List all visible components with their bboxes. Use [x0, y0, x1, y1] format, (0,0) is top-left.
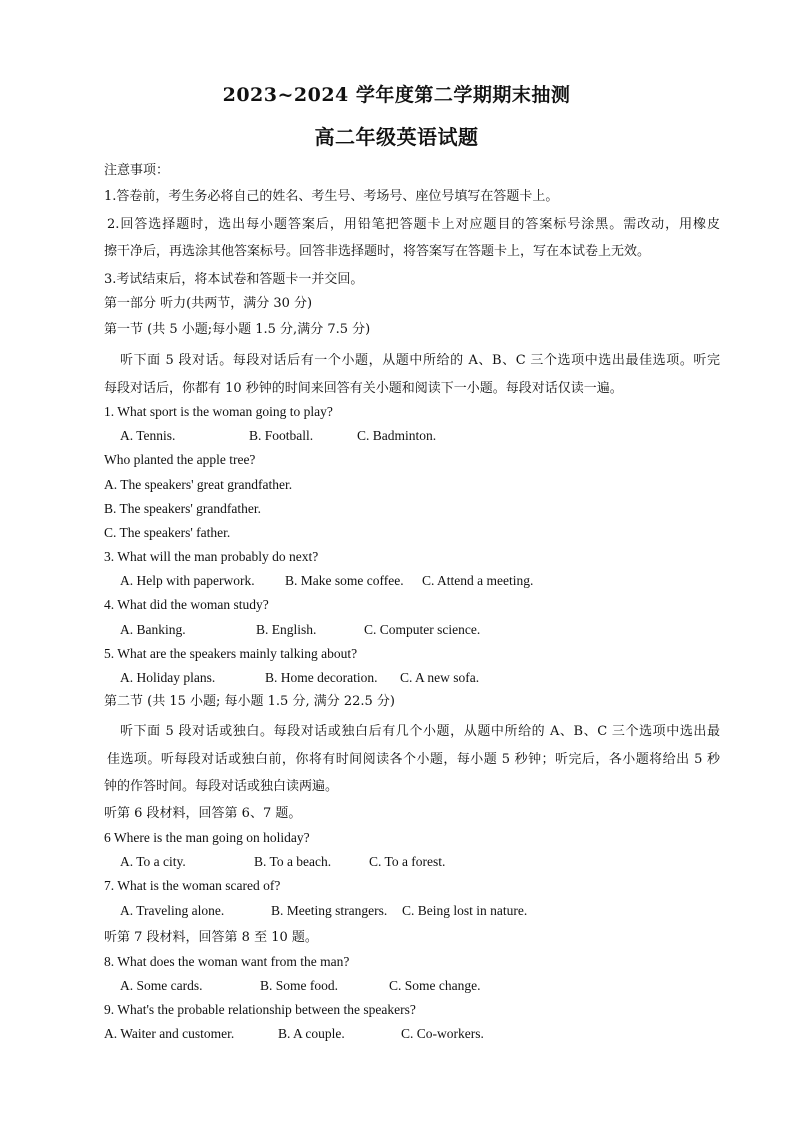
section1-instructions-line-1: 听下面 5 段对话。每段对话后有一个小题，从题中所给的 A、B、C 三个选项中选出最佳选项。听完 [120, 353, 720, 368]
notice-item-3: 3.考试结束后，将本试卷和答题卡一并交回。 [104, 272, 364, 287]
question-6-stem: 6 Where is the man going on holiday? [104, 830, 310, 845]
question-2-stem: Who planted the apple tree? [104, 452, 256, 467]
question-7-option-c: C. Being lost in nature. [402, 903, 528, 918]
question-4-option-a: A. Banking. [120, 622, 186, 637]
section2-heading: 第二节 (共 15 小题; 每小题 1.5 分, 满分 22.5 分) [104, 694, 396, 709]
question-1-option-b: B. Football. [249, 428, 314, 443]
section2-instructions-line-2: 佳选项。听每段对话或独白前，你将有时间阅读各个小题，每小题 5 秒钟；听完后，各小题将给出 5 秒 [107, 752, 720, 767]
question-6-option-b: B. To a beach. [254, 854, 332, 869]
question-4-stem: 4. What did the woman study? [104, 597, 269, 612]
question-9-option-a: A. Waiter and customer. [104, 1026, 235, 1041]
notice-item-1: 1.答卷前，考生务必将自己的姓名、考生号、考场号、座位号填写在答题卡上。 [104, 189, 559, 204]
question-7-stem: 7. What is the woman scared of? [104, 878, 281, 893]
question-5-option-c: C. A new sofa. [400, 670, 480, 685]
question-6-option-c: C. To a forest. [369, 854, 446, 869]
question-4-option-c: C. Computer science. [364, 622, 481, 637]
question-8-stem: 8. What does the woman want from the man? [104, 954, 350, 969]
question-3-option-a: A. Help with paperwork. [120, 573, 255, 588]
question-9-option-b: B. A couple. [278, 1026, 345, 1041]
question-3-stem: 3. What will the man probably do next? [104, 549, 319, 564]
question-5-option-a: A. Holiday plans. [120, 670, 216, 685]
exam-title: 2023~2024 学年度第二学期期末抽测 [222, 84, 571, 106]
question-8-option-a: A. Some cards. [120, 978, 203, 993]
question-9-stem: 9. What's the probable relationship between the speakers? [104, 1002, 416, 1017]
question-3-option-b: B. Make some coffee. [285, 573, 404, 588]
question-3-option-c: C. Attend a meeting. [422, 573, 534, 588]
section1-heading: 第一节 (共 5 小题;每小题 1.5 分,满分 7.5 分) [104, 322, 371, 337]
notice-item-2-line-1: 2.回答选择题时，选出每小题答案后，用铅笔把答题卡上对应题目的答案标号涂黑。需改动，用橡皮 [107, 217, 720, 232]
section1-instructions-line-2: 每段对话后，你都有 10 秒钟的时间来回答有关小题和阅读下一小题。每段对话仅读一遍。 [104, 381, 623, 396]
question-8-option-c: C. Some change. [389, 978, 481, 993]
question-4-option-b: B. English. [256, 622, 317, 637]
question-5-option-b: B. Home decoration. [265, 670, 378, 685]
question-7-option-a: A. Traveling alone. [120, 903, 225, 918]
notice-item-2-line-2: 擦干净后，再选涂其他答案标号。回答非选择题时，将答案写在答题卡上，写在本试卷上无效。 [104, 244, 651, 259]
question-8-option-b: B. Some food. [260, 978, 339, 993]
question-1-stem: 1. What sport is the woman going to play? [104, 404, 333, 419]
question-1-option-a: A. Tennis. [120, 428, 176, 443]
part1-heading: 第一部分 听力(共两节，满分 30 分) [104, 296, 313, 311]
section2-instructions-line-3: 钟的作答时间。每段对话或独白读两遍。 [104, 779, 339, 794]
question-1-option-c: C. Badminton. [357, 428, 437, 443]
question-2-option-b: B. The speakers' grandfather. [104, 501, 262, 516]
question-5-stem: 5. What are the speakers mainly talking about? [104, 646, 358, 661]
question-2-option-a: A. The speakers' great grandfather. [104, 477, 293, 492]
question-9-option-c: C. Co-workers. [401, 1026, 484, 1041]
question-6-option-a: A. To a city. [120, 854, 186, 869]
material-7-instruction: 听第 7 段材料，回答第 8 至 10 题。 [104, 930, 318, 945]
notice-heading: 注意事项： [104, 163, 170, 178]
exam-subtitle: 高二年级英语试题 [314, 125, 479, 149]
question-7-option-b: B. Meeting strangers. [271, 903, 388, 918]
question-2-option-c: C. The speakers' father. [104, 525, 231, 540]
section2-instructions-line-1: 听下面 5 段对话或独白。每段对话或独白后有几个小题，从题中所给的 A、B、C 三个选项中选出最 [120, 724, 720, 739]
material-6-instruction: 听第 6 段材料，回答第 6、7 题。 [104, 806, 302, 821]
